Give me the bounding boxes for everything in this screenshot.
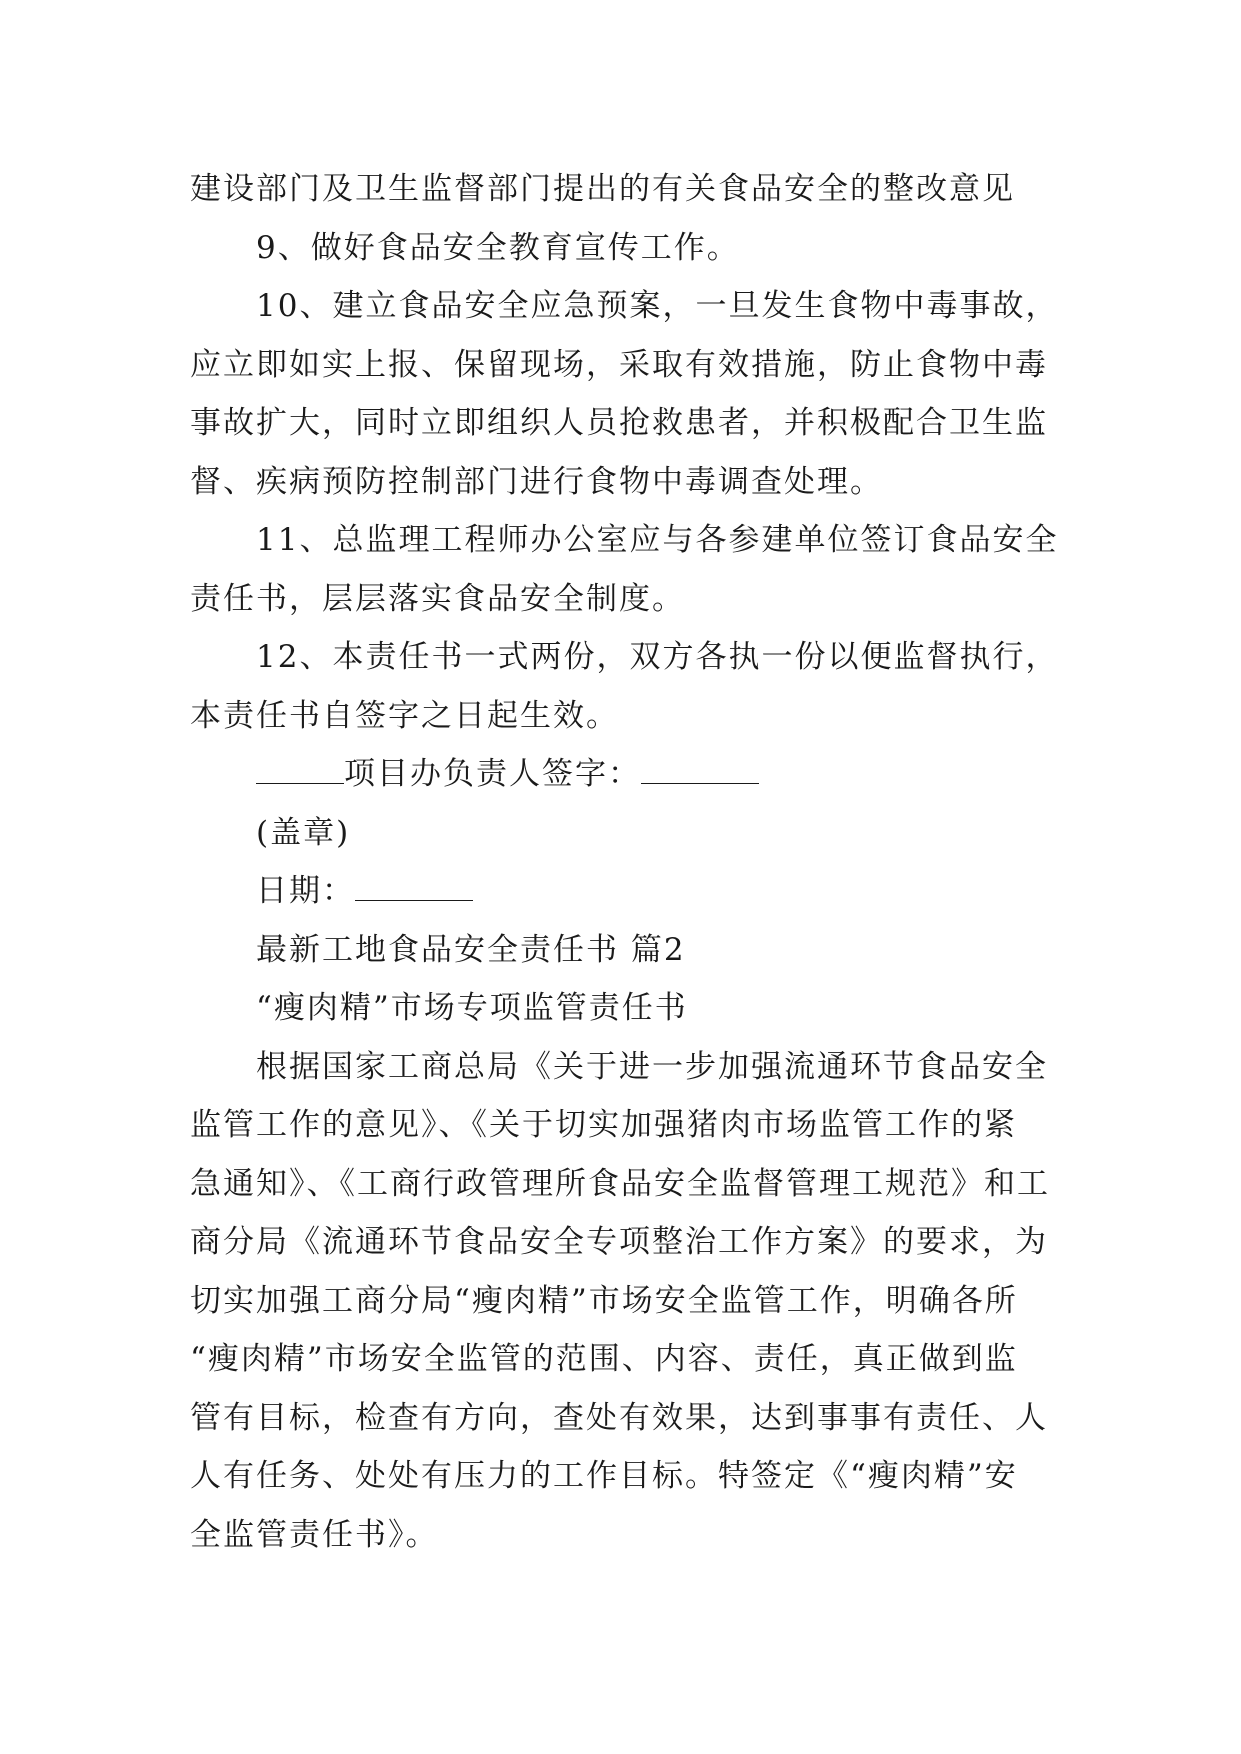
item-11: 11、总监理工程师办公室应与各参建单位签订食品安全 (256, 522, 1059, 558)
signature-blank-right (641, 755, 759, 784)
paragraph-line: 急通知》、《工商行政管理所食品安全监督管理工规范》和工 (190, 1165, 1050, 1202)
date-label: 日期： (256, 873, 355, 909)
paragraph-line: 根据国家工商总局《关于进一步加强流通环节食品安全 (256, 1048, 1048, 1085)
signature-label: 项目办负责人签字： (344, 756, 641, 792)
item-9: 9、做好食品安全教育宣传工作。 (256, 229, 740, 266)
paragraph-line: 事故扩大，同时立即组织人员抢救患者，并积极配合卫生监 (190, 405, 1048, 441)
paragraph-line: “瘦肉精”市场安全监管的范围、内容、责任，真正做到监 (190, 1341, 1018, 1377)
paragraph-line: 应立即如实上报、保留现场，采取有效措施，防止食物中毒 (190, 346, 1048, 383)
date-blank (355, 872, 473, 901)
paragraph-line: 商分局《流通环节食品安全专项整治工作方案》的要求，为 (190, 1224, 1048, 1260)
item-10: 10、建立食品安全应急预案，一旦发生食物中毒事故， (256, 288, 1059, 324)
item-12: 12、本责任书一式两份，双方各执一份以便监督执行， (256, 639, 1059, 675)
paragraph-line: 督、疾病预防控制部门进行食物中毒调查处理。 (190, 463, 883, 500)
section-title: “瘦肉精”市场专项监管责任书 (256, 990, 688, 1026)
date-line (190, 862, 1070, 921)
paragraph-line: 责任书，层层落实食品安全制度。 (190, 580, 685, 617)
paragraph-line: 管有目标，检查有方向，查处有效果，达到事事有责任、人 (190, 1399, 1048, 1436)
signature-line (190, 745, 1070, 804)
section-heading: 最新工地食品安全责任书 篇2 (256, 931, 686, 968)
document-page (190, 160, 1070, 1564)
signature-blank-left (256, 755, 344, 784)
paragraph-line: 人有任务、处处有压力的工作目标。特签定《“瘦肉精”安 (190, 1458, 1018, 1494)
seal-label: (盖章) (256, 814, 351, 851)
paragraph-line: 切实加强工商分局“瘦肉精”市场安全监管工作，明确各所 (190, 1282, 1018, 1319)
paragraph-line: 建设部门及卫生监督部门提出的有关食品安全的整改意见 (190, 171, 1015, 207)
paragraph-line: 本责任书自签字之日起生效。 (190, 697, 619, 734)
paragraph-line: 全监管责任书》。 (190, 1516, 439, 1553)
paragraph-line: 监管工作的意见》、《关于切实加强猪肉市场监管工作的紧 (190, 1107, 1017, 1143)
